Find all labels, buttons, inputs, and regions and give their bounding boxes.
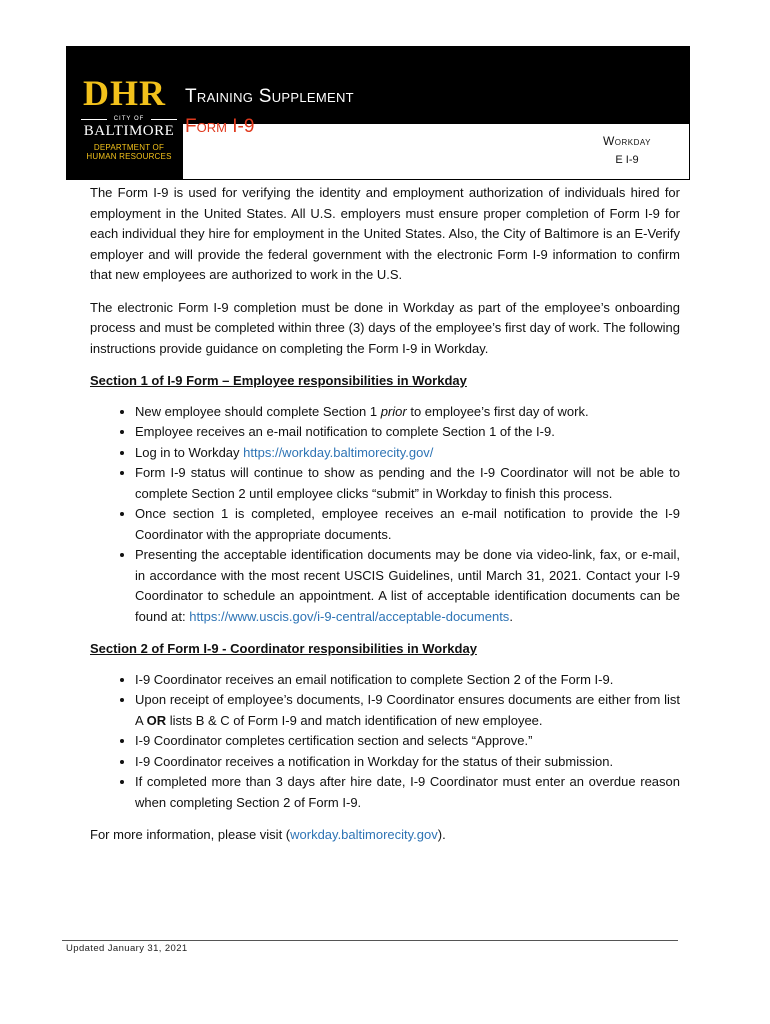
list-item: • I-9 Coordinator completes certification section and selects “Approve.” bbox=[135, 731, 680, 752]
list-item bbox=[135, 402, 680, 423]
bold-text: OR bbox=[146, 712, 167, 728]
list-item: • Once section 1 is completed, employee receives an e-mail notification to provide the I-9 Coordinator with the appropriate documents. bbox=[135, 504, 680, 545]
logo-dept-line2: HUMAN RESOURCES bbox=[86, 152, 172, 161]
section1-heading: Section 1 of I-9 Form – Employee responsibilities in Workday bbox=[90, 373, 467, 388]
uscis-documents-link[interactable]: https://www.uscis.gov/i-9-central/acceptable-documents bbox=[189, 608, 510, 624]
logo-city-of: CITY OF bbox=[113, 116, 145, 122]
logo-baltimore: BALTIMORE bbox=[83, 123, 175, 139]
list-item bbox=[135, 443, 680, 464]
text: Presenting the acceptable identification documents may be done via video-link, fax, or e-mail, in accordance with the most recent USCIS Guidelines, until March 31, 2021. Contact your I-9 Coordinator to schedule an appointment. A list of acceptable identification documents can be found at: bbox=[135, 547, 680, 624]
list-item bbox=[135, 690, 680, 731]
page-subtitle: Form I-9 bbox=[185, 116, 255, 137]
text: . bbox=[509, 608, 513, 624]
workday-home-link[interactable]: workday.baltimorecity.gov bbox=[290, 827, 438, 842]
intro-paragraph-1: The Form I-9 is used for verifying the identity and employment authorization of individuals hired for employment in the United States. All U.S. employers must ensure proper completion of Form I-9 for each individual they hire for employment in the United States. Also, the City of Baltimore is an E-Verify employer and will provide the federal government with the electronic Form I-9 information to confirm that new employees are authorized to work in the U.S. bbox=[90, 185, 680, 282]
list-item: • I-9 Coordinator receives an email notification to complete Section 2 of the Form I-9. bbox=[135, 670, 680, 691]
section2-heading: Section 2 of Form I-9 - Coordinator responsibilities in Workday bbox=[90, 641, 477, 656]
category-code: E I-9 bbox=[615, 154, 639, 166]
logo-rule-right bbox=[151, 119, 177, 120]
logo-dept-line1: DEPARTMENT OF bbox=[93, 143, 165, 152]
list-item: • Employee receives an e-mail notification to complete Section 1 of the I-9. bbox=[135, 422, 680, 443]
intro-paragraph-2: The electronic Form I-9 completion must be done in Workday as part of the employee’s onboarding process and must be completed within three (3) days of the employee’s first day of work. The following instructions provide guidance on completing the Form I-9 in Workday. bbox=[90, 299, 680, 356]
list-item: • I-9 Coordinator receives a notification in Workday for the status of their submission. bbox=[135, 752, 680, 773]
text: New employee should complete Section 1 bbox=[135, 403, 381, 419]
logo-dhr-text: DHR bbox=[83, 73, 166, 113]
workday-link[interactable]: https://workday.baltimorecity.gov/ bbox=[243, 444, 434, 460]
emphasis: prior bbox=[380, 403, 407, 419]
footer-updated: Updated January 31, 2021 bbox=[66, 943, 188, 954]
text: For more information, please visit ( bbox=[90, 827, 291, 842]
text: lists B & C of Form I-9 and match identification of new employee. bbox=[166, 712, 543, 728]
footer-divider bbox=[62, 940, 678, 941]
category-box bbox=[565, 132, 689, 170]
page-title: Training Supplement bbox=[185, 86, 354, 107]
text: Log in to Workday bbox=[135, 444, 244, 460]
list-item: • Form I-9 status will continue to show as pending and the I-9 Coordinator will not be able to complete Section 2 until employee clicks “submit” in Workday to finish this process. bbox=[135, 463, 680, 504]
list-item bbox=[135, 545, 680, 627]
logo-department bbox=[81, 143, 177, 161]
text: ). bbox=[437, 827, 446, 842]
dhr-logo bbox=[67, 47, 183, 179]
category-label: Workday bbox=[602, 134, 652, 148]
closing-paragraph bbox=[90, 825, 680, 846]
section2-list bbox=[90, 670, 680, 814]
document-body bbox=[90, 183, 680, 858]
list-item: • If completed more than 3 days after hire date, I-9 Coordinator must enter an overdue reason when completing Section 2 of Form I-9. bbox=[135, 772, 680, 813]
section1-list bbox=[90, 402, 680, 628]
text: to employee’s first day of work. bbox=[406, 403, 589, 419]
text: Upon receipt of employee’s documents, I-9 Coordinator ensures documents are either from list A bbox=[135, 692, 680, 728]
